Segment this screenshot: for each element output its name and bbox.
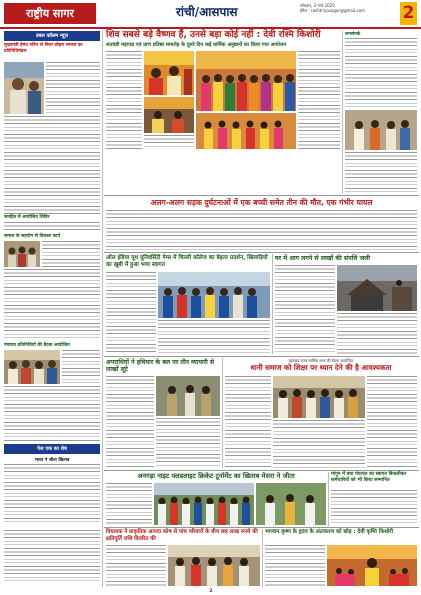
cricket-text bbox=[106, 483, 152, 525]
accident-headline: अलग-अलग सड़क दुर्घटनाओं में एक बच्ची समेत तीन की मौत, एक गंभीर घायल bbox=[150, 198, 373, 207]
paper-name: राष्ट्रीय सागर bbox=[4, 3, 96, 24]
cricket-photo bbox=[154, 483, 254, 525]
cricket-team-image bbox=[154, 483, 254, 525]
education-text-2 bbox=[273, 420, 365, 468]
top-story-text bbox=[106, 51, 142, 149]
bottom-right-text bbox=[265, 545, 325, 586]
top-story-photo-1 bbox=[144, 51, 194, 95]
left-story4-text bbox=[62, 350, 100, 384]
bottom-left-headline: विधायक ने प्राकृतिक आपदा कोष से पांच परिवारों के बीच छह लाख रुपये की क्षतिपूर्ति राशि वितरित की bbox=[106, 529, 258, 542]
top-story-text-3 bbox=[298, 51, 340, 149]
bottom-right-headline: भगवान कृष्ण के हृदय के अंतःकरण को छोड़ : देवी कृष्ति किशोरी bbox=[265, 529, 394, 535]
top-story-photo-4 bbox=[196, 113, 296, 149]
date-line: सोमवार, 3 मार्च 2025 bbox=[300, 3, 335, 8]
divider bbox=[4, 213, 100, 214]
cheque-distribution-image bbox=[168, 545, 260, 586]
divider bbox=[104, 356, 419, 357]
column-divider bbox=[262, 529, 263, 587]
left-story1-headline: मुख्यमंत्री हेमंत सोरेन से मिला लोहरा समाज का प्रतिनिधिमंडल bbox=[4, 43, 83, 54]
continued-tag: पेज एक का शेष bbox=[37, 446, 67, 452]
cricket-photo-2 bbox=[256, 483, 326, 525]
top-story-text-2 bbox=[144, 135, 194, 149]
left-story4-headline: पंचायत प्रतिनिधियों की बैठक आयोजित bbox=[4, 343, 70, 348]
left-story1-text bbox=[46, 62, 100, 114]
university-headline: ऑल इंडिया यूथ यूनिवर्सिटी गेम्स में चिल्ली कॉलेज का बेहतर प्रदर्शन, खिलाड़ियों का खूबी में हुआ भव्य स्वागत bbox=[106, 255, 268, 268]
police-image bbox=[156, 376, 220, 416]
left-story3-text bbox=[42, 241, 100, 267]
fire-photo bbox=[337, 265, 417, 311]
crime-text-2 bbox=[156, 418, 220, 468]
right-top-photo bbox=[345, 110, 417, 150]
education-headline: धानी समाज को शिक्षा पर ध्यान देने की है आवश्यकता bbox=[250, 363, 392, 372]
education-kicker: झारखंड राज्य धार्मिक सभा की बैठक आयोजित bbox=[288, 358, 354, 363]
masthead bbox=[0, 0, 421, 27]
athletes-group-image bbox=[158, 272, 270, 318]
education-photo bbox=[273, 376, 365, 418]
portrait-image bbox=[4, 62, 44, 114]
village-headline: मांगुन में क्या पंचायत का स्वागत बिजलीकर कर्मचारियों को भी किया सम्मानित bbox=[331, 472, 407, 483]
top-story-headline: शिव सबसे बड़े वैष्णव हैं, उनसे बड़ा कोई नहीं : देवी रश्मि किशोरी bbox=[106, 30, 321, 40]
right-top-text-2 bbox=[345, 152, 417, 192]
footer bbox=[0, 589, 421, 595]
fire-text bbox=[275, 265, 335, 354]
yagya-ritual-image bbox=[144, 97, 194, 133]
meeting-photo-image bbox=[4, 350, 60, 384]
left-story4-text-continued bbox=[4, 386, 100, 441]
continued-headline: भारत ने जीता खिताब bbox=[34, 458, 70, 463]
accident-text bbox=[106, 210, 417, 250]
divider bbox=[104, 527, 419, 528]
top-story-photo-3 bbox=[144, 97, 194, 133]
education-text-3 bbox=[367, 376, 417, 468]
left-story4-photo bbox=[4, 350, 60, 384]
bhagwat-katha-image bbox=[327, 545, 417, 586]
fire-headline: घर में आग लगने से लाखों की संपत्ति जली bbox=[275, 255, 371, 262]
divider bbox=[104, 195, 419, 196]
education-text bbox=[225, 376, 271, 468]
column-divider bbox=[342, 31, 343, 193]
burnt-house-image bbox=[337, 265, 417, 311]
university-text-2 bbox=[158, 320, 270, 354]
left-story1-text-continued bbox=[4, 116, 100, 211]
university-text bbox=[106, 272, 156, 354]
right-top-text bbox=[345, 38, 417, 108]
top-story-photo-2 bbox=[196, 51, 296, 111]
university-photo bbox=[158, 272, 270, 318]
left-story2-headline: जनहित में आयोजित शिविर bbox=[4, 215, 50, 220]
left-column-brand-bar bbox=[4, 31, 100, 41]
contact-line: ईमेल : rashtriyasagar@gmail.com bbox=[300, 8, 365, 13]
section-title: रांची/आसपास bbox=[176, 5, 238, 19]
page-number: 2 bbox=[400, 2, 417, 25]
left-story3-photo bbox=[4, 241, 40, 267]
crime-text bbox=[106, 376, 154, 468]
continued-tag-bar bbox=[4, 444, 100, 454]
bottom-left-text bbox=[106, 545, 166, 586]
left-story3-text-continued bbox=[4, 269, 100, 341]
divider bbox=[104, 470, 419, 471]
continued-text-2 bbox=[4, 530, 100, 584]
religious-event-image bbox=[144, 51, 194, 95]
devotees-crowd-image bbox=[196, 51, 296, 111]
fire-text-2 bbox=[337, 313, 417, 354]
procession-image bbox=[196, 113, 296, 149]
footer-page-marker: 2 bbox=[209, 589, 213, 594]
crime-photo bbox=[156, 376, 220, 416]
cricket-headline: अनगड़ा नाइट फ्लडलाइट क्रिकेट टूर्नामेंट का खिताब मेसरा ने जीता bbox=[137, 472, 295, 480]
left-story2-text bbox=[4, 222, 100, 232]
divider bbox=[104, 252, 419, 253]
column-divider bbox=[328, 472, 329, 526]
left-column-brand: डबल कॉलम न्यूज़ bbox=[35, 33, 68, 39]
top-story-subheadline: शतचंडी महायज्ञ एवं प्राण प्रतिष्ठा समारोह के दूसरे दिन कई धार्मिक अनुष्ठानों का किया गया आयोजन bbox=[106, 42, 287, 48]
left-story1-photo bbox=[4, 62, 44, 114]
crime-headline: अपराधियों ने हथियार के बल पर तीन व्यापारी से लाखों लूटे bbox=[106, 359, 215, 374]
trophy-ceremony-image bbox=[256, 483, 326, 525]
village-text bbox=[331, 490, 417, 525]
column-divider bbox=[102, 31, 103, 587]
ceremony-image bbox=[345, 110, 417, 150]
column-divider bbox=[272, 254, 273, 354]
group-photo-image bbox=[4, 241, 40, 267]
edition-info bbox=[300, 3, 390, 13]
community-meeting-image bbox=[273, 376, 365, 418]
bottom-right-photo bbox=[327, 545, 417, 586]
continued-text bbox=[4, 464, 100, 522]
left-story3-headline: समाज के सहयोग से विकास कार्य bbox=[4, 234, 61, 239]
right-top-headline: जनसंपर्क bbox=[345, 32, 361, 37]
bottom-left-photo bbox=[168, 545, 260, 586]
masthead-rule bbox=[0, 27, 421, 29]
column-divider bbox=[222, 358, 223, 468]
